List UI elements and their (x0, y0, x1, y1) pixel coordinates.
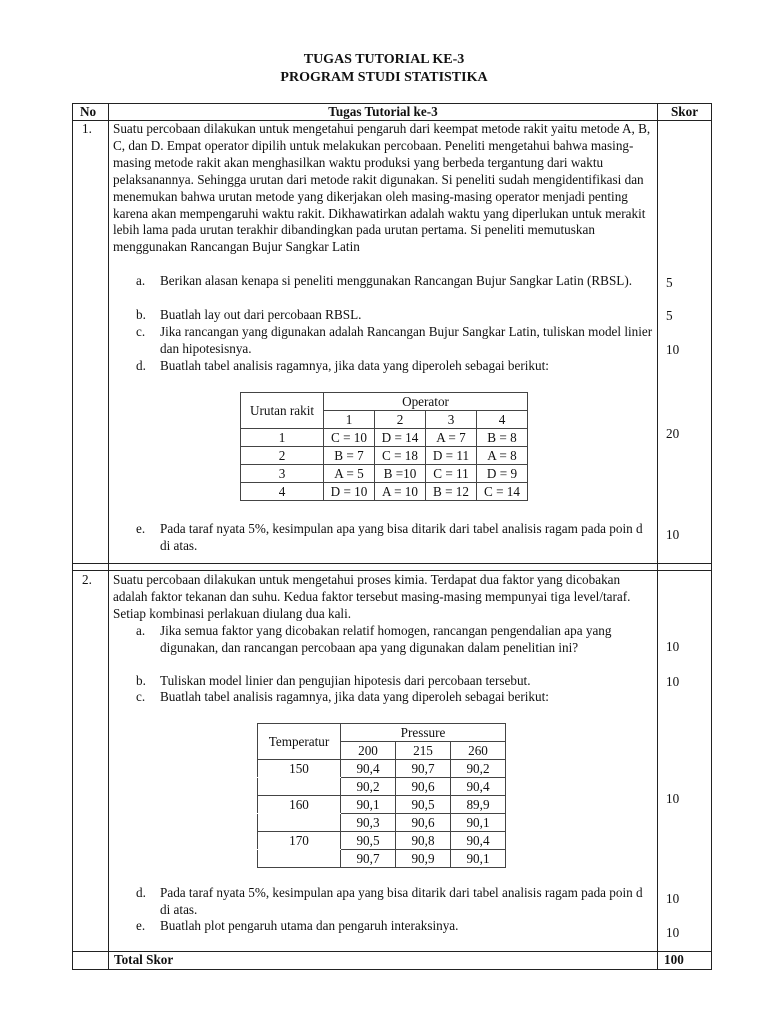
q1-score-e: 10 (666, 527, 680, 542)
q2-score-b: 10 (666, 674, 680, 689)
q2-intro: Suatu percobaan dilakukan untuk mengetahui proses kimia. Terdapat dua faktor yang dicobakan adalah faktor tekanan dan suhu. Kedua faktor tersebut masing-masing mempunyai tiga level/taraf. Setiap kombinasi perlakuan diulang dua kali. (113, 572, 631, 621)
temp-row-label: 170 (258, 832, 341, 850)
pressure-col-group: Pressure (341, 724, 506, 742)
pressure-col-header: 260 (451, 742, 506, 760)
q2-item-a-text: Jika semua faktor yang dicobakan relatif homogen, rancangan pengendalian apa yang digunakan, dan rancangan percobaan apa yang digunakan dalam penelitian ini? (160, 623, 612, 655)
temp-row-label: 160 (258, 796, 341, 814)
pressure-temperature-table (257, 723, 506, 868)
q1-item-e-text: Pada taraf nyata 5%, kesimpulan apa yang bisa ditarik dari tabel analisis ragam pada poin d di atas. (160, 521, 643, 553)
q1-item-a-label: a. (136, 273, 146, 288)
q2-item-c (136, 689, 654, 706)
pressure-cell: 90,2 (451, 760, 506, 778)
latin-cell: C = 18 (375, 447, 426, 465)
q1-score-d: 20 (666, 426, 680, 441)
latin-row-header: Urutan rakit (241, 393, 324, 429)
temp-row-label (258, 850, 341, 868)
frame-left (72, 103, 73, 970)
latin-cell: D = 9 (477, 465, 528, 483)
latin-cell: C = 14 (477, 483, 528, 501)
q1-item-c-label: c. (136, 324, 146, 339)
frame-col-no (108, 103, 109, 970)
latin-square-table (240, 392, 528, 501)
col-header-score: Skor (670, 104, 699, 119)
frame-col-task (657, 103, 658, 970)
q1-item-e-label: e. (136, 521, 146, 536)
q2-score-a: 10 (666, 639, 680, 654)
latin-cell: B = 12 (426, 483, 477, 501)
latin-cell: C = 11 (426, 465, 477, 483)
q2-item-c-label: c. (136, 689, 146, 704)
latin-col-group: Operator (324, 393, 528, 411)
q1-item-c-text: Jika rancangan yang digunakan adalah Rancangan Bujur Sangkar Latin, tuliskan model linier dan hipotesisnya. (160, 324, 653, 356)
q2-item-b (136, 673, 654, 690)
pressure-cell: 90,6 (396, 778, 451, 796)
q2-score-c: 10 (666, 791, 680, 806)
q2-item-b-text: Tuliskan model linier dan pengujian hipotesis dari percobaan tersebut. (160, 673, 531, 688)
latin-row-label: 4 (241, 483, 324, 501)
frame-q2-top (72, 570, 712, 571)
q2-item-e-label: e. (136, 918, 146, 933)
table-row (258, 814, 506, 832)
q1-item-b-label: b. (136, 307, 146, 322)
latin-cell: A = 8 (477, 447, 528, 465)
pressure-col-header: 215 (396, 742, 451, 760)
q2-item-e-text: Buatlah plot pengaruh utama dan pengaruh interaksinya. (160, 918, 459, 933)
pressure-cell: 90,9 (396, 850, 451, 868)
latin-row-label: 2 (241, 447, 324, 465)
q1-score-a: 5 (666, 275, 673, 290)
latin-col-header: 4 (477, 411, 528, 429)
q1-score-b: 5 (666, 308, 673, 323)
temp-row-label: 150 (258, 760, 341, 778)
latin-cell: B = 8 (477, 429, 528, 447)
pressure-cell: 90,2 (341, 778, 396, 796)
pressure-cell: 90,5 (341, 832, 396, 850)
pressure-cell: 90,7 (341, 850, 396, 868)
col-header-no: No (80, 104, 97, 119)
latin-cell: A = 10 (375, 483, 426, 501)
pressure-cell: 90,6 (396, 814, 451, 832)
latin-cell: D = 14 (375, 429, 426, 447)
pressure-cell: 90,4 (451, 832, 506, 850)
q1-item-d (136, 358, 654, 375)
table-row (241, 447, 528, 465)
pressure-cell: 90,8 (396, 832, 451, 850)
latin-col-header: 3 (426, 411, 477, 429)
pressure-cell: 90,1 (451, 850, 506, 868)
latin-cell: D = 11 (426, 447, 477, 465)
program-title: PROGRAM STUDI STATISTIKA (280, 70, 488, 85)
latin-row-label: 1 (241, 429, 324, 447)
pressure-cell: 89,9 (451, 796, 506, 814)
table-row (258, 850, 506, 868)
q1-intro: Suatu percobaan dilakukan untuk mengetahui pengaruh dari keempat metode rakit yaitu metode A, B, C, dan D. Empat operator dipilih untuk melakukan percobaan. Peneliti mengetahui bahwa masing-masing metode rakit akan menghasilkan waktu produksi yang berbeda tergantung dari waktu pelaksanannya. Sehingga urutan dari metode rakit digunakan. Si peneliti sudah mengidentifikasi dan menemukan bahwa urutan metode yang dikerjakan oleh masing-masing operator menjadi penting karena akan mempengaruhi waktu rakit. Dikhawatirkan adalah waktu yang diperlukan untuk merakit lebih lama pada urutan terakhir dibandingkan pada urutan pertama. Si peneliti memutuskan menggunakan Rancangan Bujur Sangkar Latin (113, 121, 651, 255)
q2-item-a-label: a. (136, 623, 146, 638)
frame-bottom (72, 969, 712, 970)
q1-item-a-text: Berikan alasan kenapa si peneliti menggunakan Rancangan Bujur Sangkar Latin (RBSL). (160, 273, 633, 288)
total-score-value: 100 (664, 952, 684, 967)
q1-item-b (136, 307, 654, 324)
latin-cell: C = 10 (324, 429, 375, 447)
col-header-task: Tugas Tutorial ke-3 (328, 104, 438, 119)
q2-item-b-label: b. (136, 673, 146, 688)
q2-item-a (136, 623, 654, 657)
total-score-label: Total Skor (114, 952, 174, 967)
latin-cell: A = 5 (324, 465, 375, 483)
temp-row-label (258, 814, 341, 832)
table-row (258, 760, 506, 778)
q2-number: 2. (82, 572, 92, 587)
table-row (258, 778, 506, 796)
q1-item-c (136, 324, 654, 358)
document-title: TUGAS TUTORIAL KE-3 (303, 52, 465, 67)
latin-row-label: 3 (241, 465, 324, 483)
pressure-col-header: 200 (341, 742, 396, 760)
table-row (258, 832, 506, 850)
temp-row-header: Temperatur (258, 724, 341, 760)
q1-score-c: 10 (666, 342, 680, 357)
q2-score-e: 10 (666, 925, 680, 940)
pressure-cell: 90,4 (341, 760, 396, 778)
q2-item-d (136, 885, 654, 919)
q1-item-b-text: Buatlah lay out dari percobaan RBSL. (160, 307, 362, 322)
q1-number: 1. (82, 121, 92, 136)
table-row (241, 465, 528, 483)
frame-q1-bottom (72, 563, 712, 564)
latin-col-header: 2 (375, 411, 426, 429)
pressure-cell: 90,7 (396, 760, 451, 778)
table-row (258, 796, 506, 814)
pressure-cell: 90,1 (341, 796, 396, 814)
q2-item-e (136, 918, 654, 935)
pressure-cell: 90,3 (341, 814, 396, 832)
frame-right (711, 103, 712, 970)
latin-cell: A = 7 (426, 429, 477, 447)
pressure-cell: 90,1 (451, 814, 506, 832)
pressure-cell: 90,4 (451, 778, 506, 796)
q1-item-e (136, 521, 654, 555)
latin-cell: B = 7 (324, 447, 375, 465)
q1-item-a (136, 273, 654, 290)
latin-cell: B =10 (375, 465, 426, 483)
q2-item-d-label: d. (136, 885, 146, 900)
q1-item-d-label: d. (136, 358, 146, 373)
latin-cell: D = 10 (324, 483, 375, 501)
q2-score-d: 10 (666, 891, 680, 906)
q2-item-d-text: Pada taraf nyata 5%, kesimpulan apa yang bisa ditarik dari tabel analisis ragam pada poin d di atas. (160, 885, 643, 917)
temp-row-label (258, 778, 341, 796)
latin-col-header: 1 (324, 411, 375, 429)
pressure-cell: 90,5 (396, 796, 451, 814)
q1-item-d-text: Buatlah tabel analisis ragamnya, jika data yang diperoleh sebagai berikut: (160, 358, 549, 373)
table-row (241, 429, 528, 447)
table-row (241, 483, 528, 501)
q2-item-c-text: Buatlah tabel analisis ragamnya, jika data yang diperoleh sebagai berikut: (160, 689, 549, 704)
